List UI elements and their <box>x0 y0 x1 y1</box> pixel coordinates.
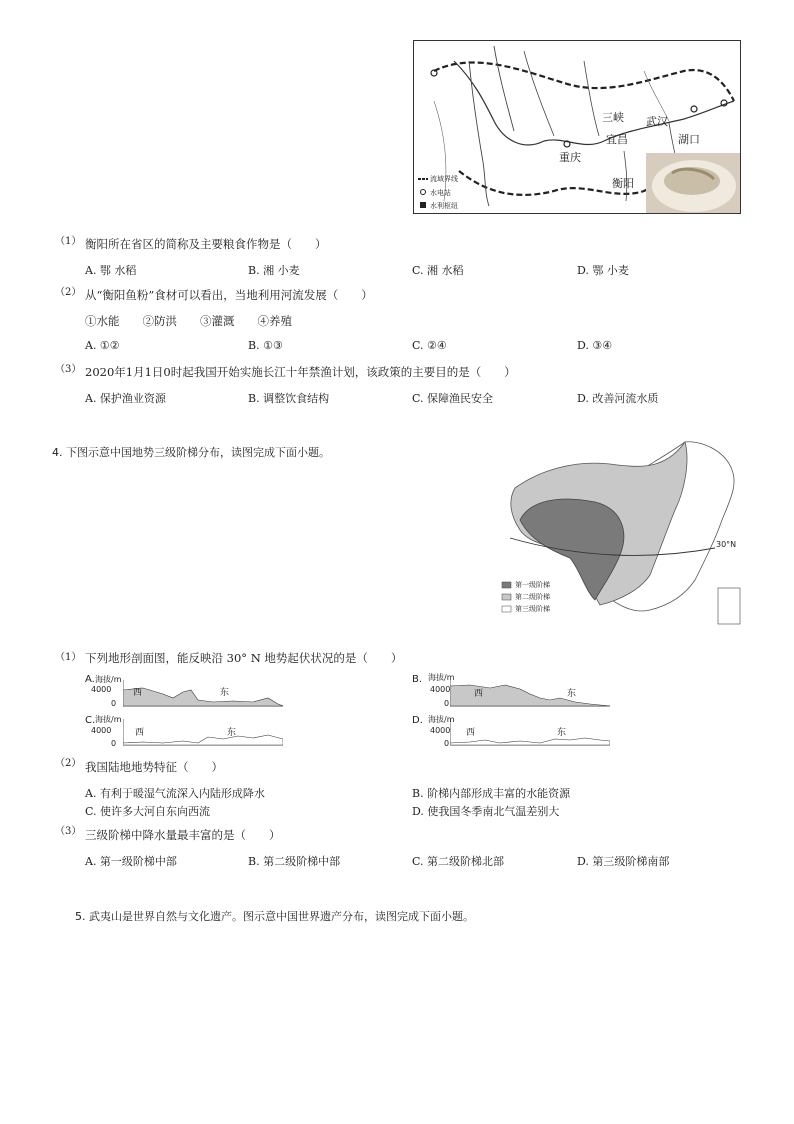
label-sanxia: 三峡 <box>602 111 624 124</box>
profile-a-chart <box>123 680 283 708</box>
q4-sub2-option-a[interactable]: A. 有利于暖湿气流深入内陆形成降水 <box>85 787 265 800</box>
profile-option-b[interactable] <box>412 674 612 710</box>
yangtze-basin-map <box>413 40 741 214</box>
profile-d-ylabel: 海拔/m <box>428 715 455 724</box>
q4-sub2-option-d[interactable]: D. 使我国冬季南北气温差别大 <box>412 805 560 818</box>
profile-d-east: 东 <box>557 728 567 738</box>
legend-boundary: 流域界线 <box>430 175 458 183</box>
profile-a-zero: 0 <box>111 699 117 708</box>
label-yichang: 宜昌 <box>606 133 628 146</box>
legend-hydropower: 水电站 <box>430 189 451 197</box>
profile-c-west: 西 <box>135 728 145 738</box>
q4-sub3-number: （3） <box>55 826 82 837</box>
profile-a-east: 东 <box>220 688 230 698</box>
q3-sub1-option-d[interactable]: D. 鄂 小麦 <box>577 264 629 277</box>
q3-sub3-option-b[interactable]: B. 调整饮食结构 <box>248 392 330 405</box>
q3-sub1-number: （1） <box>55 236 82 247</box>
profile-b-west: 西 <box>474 689 484 699</box>
profile-d-letter: D. <box>412 715 423 726</box>
profile-b-east: 东 <box>567 689 577 699</box>
yangtze-map-drawing <box>414 41 740 213</box>
profile-c-east: 东 <box>227 728 237 738</box>
profile-a-ylabel: 海拔/m <box>95 675 122 684</box>
q3-sub1-question: 衡阳所在省区的简称及主要粮食作物是（ ） <box>85 237 327 251</box>
legend-step3: 第三级阶梯 <box>515 605 550 613</box>
q5-header: 5. 武夷山是世界自然与文化遗产。图示意中国世界遗产分布，读图完成下面小题。 <box>75 910 474 923</box>
label-hukou: 湖口 <box>678 133 700 146</box>
q3-sub1-option-c[interactable]: C. 湘 水稻 <box>412 264 464 277</box>
q3-sub3-question: 2020年1月1日0时起我国开始实施长江十年禁渔计划，该政策的主要目的是（ ） <box>85 365 516 379</box>
q3-sub2-number: （2） <box>55 287 82 298</box>
profile-b-letter: B. <box>412 674 423 685</box>
q3-sub3-number: （3） <box>55 364 82 375</box>
legend-water-hub: 水利枢纽 <box>430 202 458 210</box>
q4-sub1-number: （1） <box>55 652 82 663</box>
q4-sub2-option-b[interactable]: B. 阶梯内部形成丰富的水能资源 <box>412 787 571 800</box>
label-chongqing: 重庆 <box>559 151 581 164</box>
q4-sub3-question: 三级阶梯中降水量最丰富的是（ ） <box>85 828 281 842</box>
profile-a-tick: 4000 <box>91 685 112 694</box>
label-wuhan: 武汉 <box>646 115 668 128</box>
legend-step1: 第一级阶梯 <box>515 581 550 589</box>
profile-d-tick: 4000 <box>430 726 451 735</box>
q3-sub2-option-a[interactable]: A. ①② <box>85 339 120 352</box>
china-terrain-map <box>500 440 750 630</box>
profile-option-c[interactable] <box>85 713 285 749</box>
profile-c-chart <box>123 719 283 747</box>
profile-b-tick: 4000 <box>430 685 451 694</box>
label-hengyang: 衡阳 <box>612 177 634 190</box>
q4-sub2-number: （2） <box>55 758 82 769</box>
q3-sub2-option-d[interactable]: D. ③④ <box>577 339 613 352</box>
q4-sub2-option-c[interactable]: C. 使许多大河自东向西流 <box>85 805 211 818</box>
q3-sub3-option-a[interactable]: A. 保护渔业资源 <box>85 392 166 405</box>
legend-step2: 第二级阶梯 <box>515 593 550 601</box>
profile-c-zero: 0 <box>111 739 117 748</box>
q3-sub2-question: 从“衡阳鱼粉”食材可以看出，当地利用河流发展（ ） <box>85 288 373 302</box>
q4-sub3-option-d[interactable]: D. 第三级阶梯南部 <box>577 855 670 868</box>
profile-c-tick: 4000 <box>91 726 112 735</box>
profile-d-zero: 0 <box>444 739 450 748</box>
q4-header: 4. 下图示意中国地势三级阶梯分布，读图完成下面小题。 <box>52 446 330 459</box>
profile-d-west: 西 <box>466 728 476 738</box>
q3-sub1-option-b[interactable]: B. 湘 小麦 <box>248 264 300 277</box>
profile-c-ylabel: 海拔/m <box>95 715 122 724</box>
q4-sub3-option-c[interactable]: C. 第二级阶梯北部 <box>412 855 505 868</box>
profile-a-letter: A. <box>85 674 95 685</box>
q3-sub3-option-d[interactable]: D. 改善河流水质 <box>577 392 659 405</box>
profile-option-d[interactable] <box>412 713 612 749</box>
profile-b-zero: 0 <box>444 699 450 708</box>
profile-a-west: 西 <box>133 688 143 698</box>
q3-sub2-option-c[interactable]: C. ②④ <box>412 339 447 352</box>
q4-sub2-question: 我国陆地地势特征（ ） <box>85 760 223 774</box>
profile-c-letter: C. <box>85 715 96 726</box>
q3-sub1-option-a[interactable]: A. 鄂 水稻 <box>85 264 137 277</box>
q4-sub1-question: 下列地形剖面图，能反映沿 30° N 地势起伏状况的是（ ） <box>85 651 403 665</box>
q3-sub3-option-c[interactable]: C. 保障渔民安全 <box>412 392 494 405</box>
q3-sub2-option-b[interactable]: B. ①③ <box>248 339 283 352</box>
latitude-label: 30°N <box>716 540 737 549</box>
q4-sub3-option-a[interactable]: A. 第一级阶梯中部 <box>85 855 177 868</box>
q3-sub2-items: ①水能 ②防洪 ③灌溉 ④养殖 <box>85 314 292 328</box>
q4-sub3-option-b[interactable]: B. 第二级阶梯中部 <box>248 855 341 868</box>
profile-b-ylabel: 海拔/m <box>428 673 455 682</box>
profile-option-a[interactable] <box>85 674 285 710</box>
